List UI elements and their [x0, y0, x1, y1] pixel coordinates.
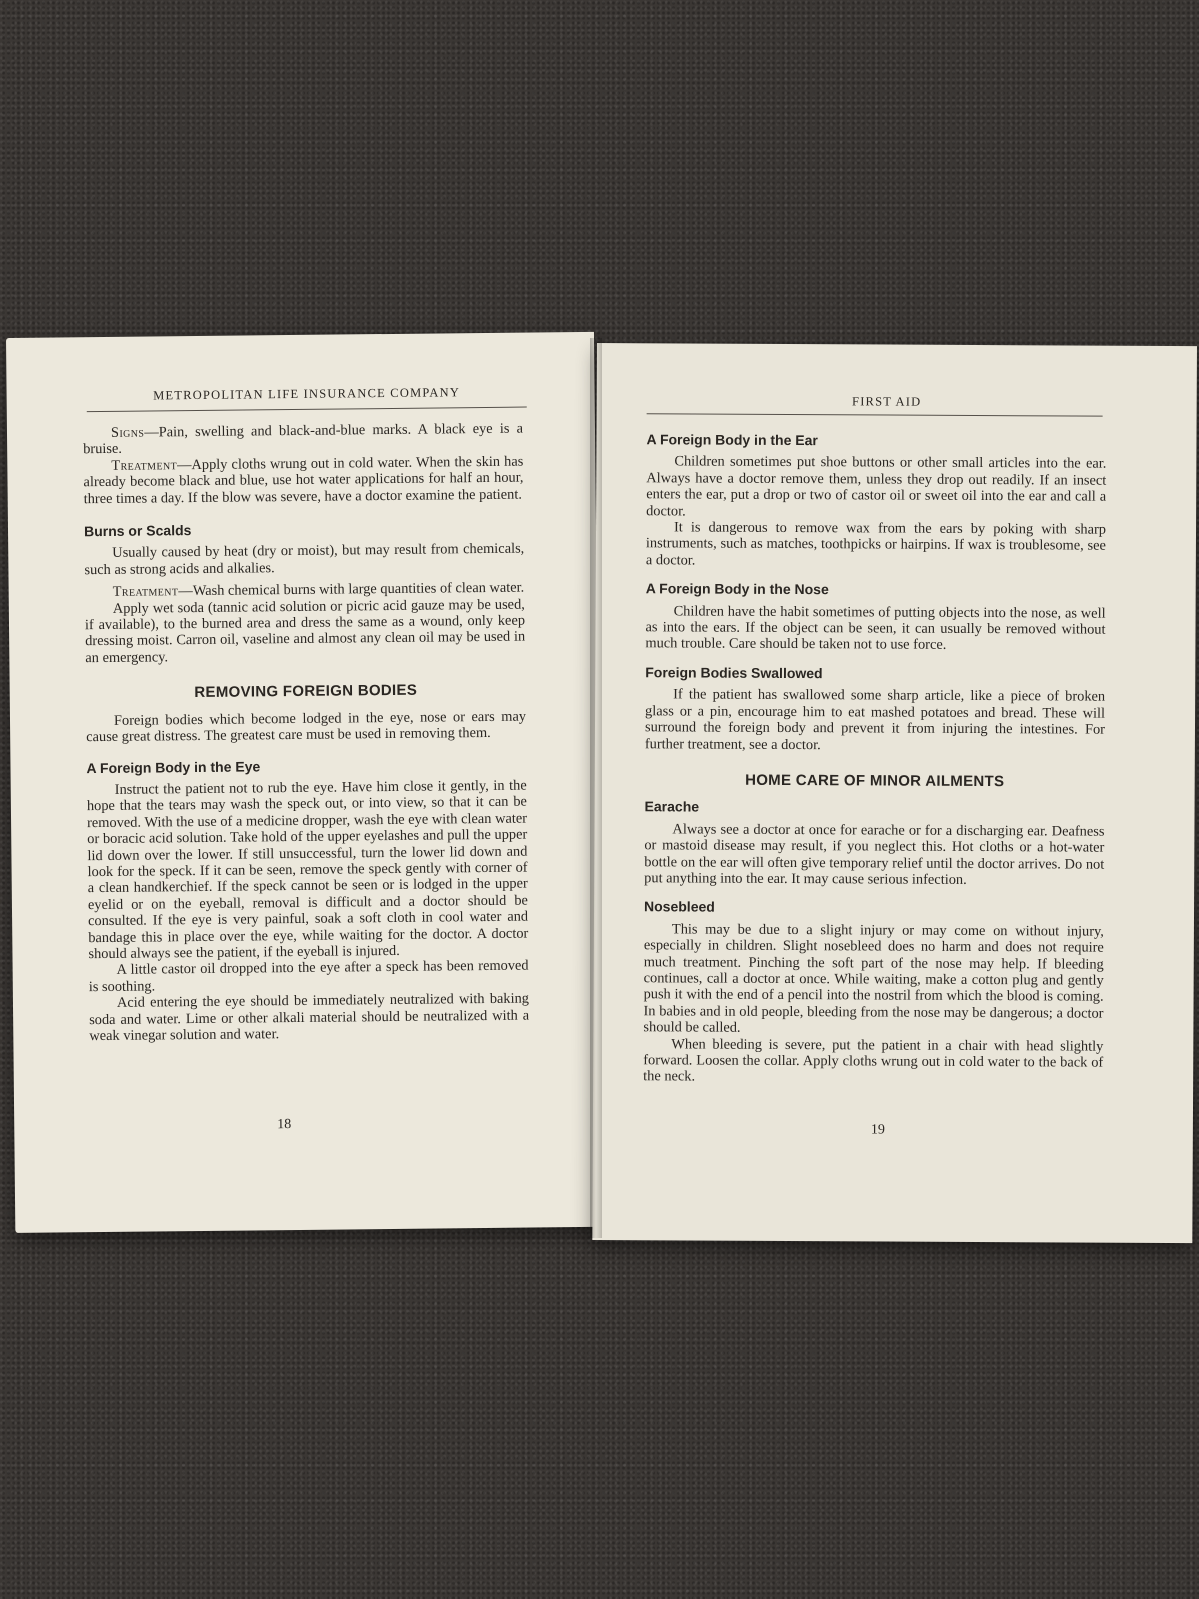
eye-paragraph-2: A little castor oil dropped into the eye after a speck has been removed is soothing. [88, 957, 529, 995]
ear-heading: A Foreign Body in the Ear [646, 431, 818, 449]
section-heading-home-care: HOME CARE OF MINOR AILMENTS [745, 771, 1005, 791]
ear-paragraph-1: Children sometimes put shoe buttons or other small articles into the ear. Always have a doctor remove them, unless they drop out readily. If an insect enters the ear, put a drop or two of castor oil or sweet oil into the ear and call a doctor. [646, 453, 1107, 520]
burns-paragraph-2: Apply wet soda (tannic acid solution or picric acid gauze may be used, if available), to the burned area and dress the same as a wound, only keep dressing moist. Carron oil, vaseline and almost any clean oil may be used in an emergency. [84, 596, 526, 667]
nose-heading: A Foreign Body in the Nose [645, 580, 829, 598]
earache-heading: Earache [644, 798, 700, 815]
earache-paragraph-1: Always see a doctor at once for earache or for a discharging ear. Deafness or mastoid disease may result, if you neglect this. Hot cloths or a hot-water bottle on the ear will often give temporary relief until the doctor arrives. Do not put anything into the ear. It may cause serious infection. [644, 821, 1105, 888]
page-number-right: 19 [870, 1122, 885, 1138]
eye-paragraph-1: Instruct the patient not to rub the eye. Have him close it gently, in the hope that the tears may wash the speck out, or into view, so that it can be removed. With the use of a medicine dropper, wash the eye with clean water or boracic acid solution. Take hold of the upper eyelashes and pull the upper lid down over the lower. If still unsuccessful, turn the lower lid down and look for the speck. If it can be seen, remove the speck gently with corner of a clean handkerchief. If the speck cannot be seen or is lodged in the upper eyelid or on the eyeball, removal is difficult and a doctor should be consulted. If the eye is very painful, soak a soft cloth in cool water and bandage this in place over the eye, while waiting for the doctor. A doctor should always see the patient, if the eyeball is injured. [86, 777, 529, 963]
right-page [592, 343, 1197, 1243]
treatment-label: Treatment [111, 457, 178, 474]
left-page [6, 332, 603, 1233]
burns-heading: Burns or Scalds [83, 522, 192, 540]
page-number-left: 18 [277, 1117, 292, 1133]
swallowed-paragraph-1: If the patient has swallowed some sharp article, like a piece of broken glass or a pin, encourage him to eat mashed potatoes and bread. These will surround the foreign body and prevent it from injuring the intestines. For further treatment, see a doctor. [644, 686, 1106, 753]
running-head-right: FIRST AID [852, 394, 922, 409]
running-head-left: METROPOLITAN LIFE INSURANCE COMPANY [153, 385, 461, 403]
treatment-paragraph [83, 453, 523, 507]
nosebleed-heading: Nosebleed [644, 898, 715, 915]
signs-label: Signs [110, 424, 145, 441]
eye-paragraph-3: Acid entering the eye should be immediately neutralized with baking soda and water. Lime or other alkali material should be neutralized with a weak vinegar solution and water. [89, 990, 530, 1045]
header-rule-right [647, 413, 1103, 416]
treatment-text: —Apply cloths wrung out in cold water. When the skin has already become black and blue, use hot water applications for half an hour, three times a day. If the blow was severe, have a doctor examine the patient. [83, 453, 524, 507]
burns-treatment-text: —Wash chemical burns with large quantities of clean water. [178, 579, 525, 600]
signs-text: —Pain, swelling and black-and-blue marks. A black eye is a bruise. [83, 420, 524, 458]
header-rule-left [87, 407, 527, 413]
left-text-column [83, 421, 529, 1045]
section-intro: Foreign bodies which become lodged in the eye, nose or ears may cause great distress. The greatest care must be used in removing them. [86, 708, 527, 746]
ear-paragraph-2: It is dangerous to remove wax from the ears by poking with sharp instruments, such as matches, toothpicks or hairpins. If wax is troublesome, see a doctor. [645, 519, 1107, 569]
signs-paragraph [83, 421, 523, 458]
book-gutter [590, 338, 602, 1238]
eye-heading: A Foreign Body in the Eye [86, 757, 261, 776]
burns-paragraph-1: Usually caused by heat (dry or moist), but may result from chemicals, such as strong acids and alkalies. [84, 541, 525, 579]
nosebleed-paragraph-2: When bleeding is severe, put the patient in a chair with head slightly forward. Loosen the collar. Apply cloths wrung out in cold water to the back of the neck. [643, 1035, 1104, 1085]
swallowed-heading: Foreign Bodies Swallowed [645, 664, 823, 682]
section-heading-removing: REMOVING FOREIGN BODIES [194, 681, 418, 702]
nosebleed-paragraph-1: This may be due to a slight injury or may come on without injury, especially in children. Slight nosebleed does no harm and does not require much treatment. Pinching the soft part of the nose may help. If bleeding continues, call a doctor at once. While waiting, make a cotton plug and gently push it with the end of a pencil into the nostril from which the blood is coming. In babies and in old people, bleeding from the nose may be dangerous; a doctor should be called. [643, 921, 1104, 1036]
nose-paragraph-1: Children have the habit sometimes of putting objects into the nose, as well as into the ears. If the object can be seen, it can usually be removed without much trouble. Care should be taken not to use force. [645, 603, 1106, 654]
right-text-column [643, 425, 1106, 1087]
burns-treatment-label: Treatment [112, 583, 179, 601]
